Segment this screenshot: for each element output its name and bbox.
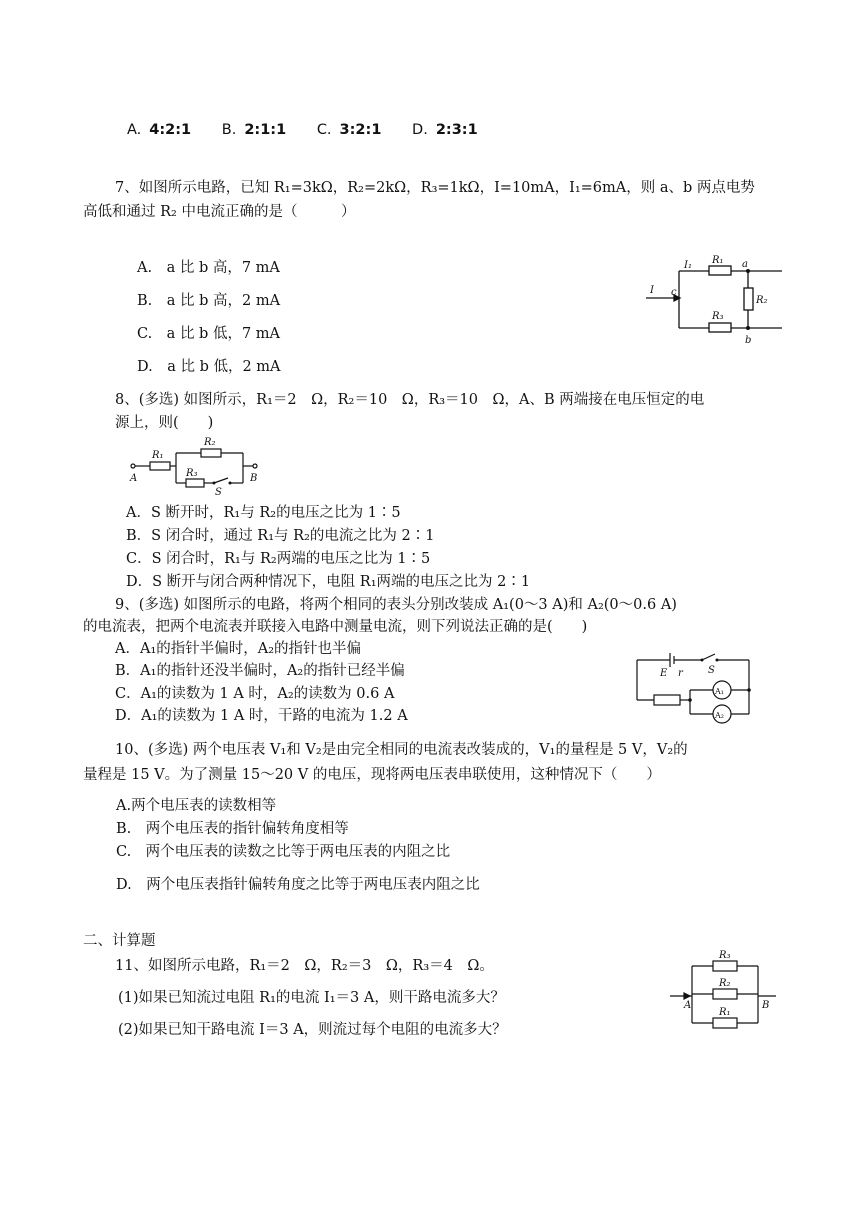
q8-stem-line1: 8、(多选) 如图所示，R₁＝2 Ω，R₂＝10 Ω，R₃＝10 Ω，A、B 两端接在电压恒定的电 [115, 392, 705, 408]
q6-option-b: B. 2:1:1 [221, 122, 287, 138]
q8-stem-line2: 源上，则( ) [115, 415, 214, 431]
q8-fig-label-s: S [215, 487, 222, 498]
q8-circuit-diagram [128, 433, 268, 498]
q9-option-c: C．A₁的读数为 1 A 时，A₂的读数为 0.6 A [115, 686, 395, 702]
q9-option-b: B．A₁的指针还没半偏时，A₂的指针已经半偏 [115, 663, 405, 679]
q7-option-b: B. a 比 b 高，2 mA [137, 293, 281, 309]
q8-option-c: C．S 闭合时，R₁与 R₂两端的电压之比为 1∶5 [126, 551, 431, 567]
q7-fig-label-i1: I₁ [684, 260, 692, 271]
q6-option-a: A. 4:2:1 [127, 122, 192, 138]
q8-option-d: D．S 断开与闭合两种情况下，电阻 R₁两端的电压之比为 2∶1 [126, 574, 531, 590]
q11-sub2: (2)如果已知干路电流 I＝3 A，则流过每个电阻的电流多大？ [118, 1022, 507, 1038]
q8-fig-label-r2: R₂ [204, 437, 216, 448]
q11-fig-label-a: A [684, 1000, 692, 1011]
q7-option-a: A. a 比 b 高，7 mA [137, 260, 280, 276]
q11-stem: 11、如图所示电路，R₁＝2 Ω，R₂＝3 Ω，R₃＝4 Ω。 [115, 958, 494, 974]
q8-option-a: A．S 断开时，R₁与 R₂的电压之比为 1∶5 [126, 505, 401, 521]
q7-fig-label-r1: R₁ [712, 255, 724, 266]
q7-stem-line1: 7、如图所示电路，已知 R₁=3kΩ，R₂=2kΩ，R₃=1kΩ，I=10mA，I₁=6mA，则 a、b 两点电势 [115, 180, 755, 196]
section-title-calculation: 二、计算题 [83, 933, 156, 949]
q7-fig-label-i: I [650, 285, 654, 296]
q7-circuit-diagram [644, 255, 784, 345]
q8-fig-label-b: B [250, 473, 258, 484]
q9-fig-label-e: E [660, 668, 668, 679]
q9-option-a: A．A₁的指针半偏时，A₂的指针也半偏 [115, 641, 362, 657]
q10-option-a: A.两个电压表的读数相等 [116, 798, 277, 814]
q7-fig-label-a: a [742, 259, 748, 270]
q6-option-d: D. 2:3:1 [412, 122, 478, 138]
q9-option-d: D．A₁的读数为 1 A 时，干路的电流为 1.2 A [115, 708, 408, 724]
q9-fig-label-a2: A₂ [715, 711, 724, 720]
q9-circuit-diagram [632, 648, 762, 728]
q9-fig-label-a1: A₁ [715, 687, 724, 696]
q10-option-d: D. 两个电压表指针偏转角度之比等于两电压表内阻之比 [116, 877, 480, 893]
q9-stem-line1: 9、(多选) 如图所示的电路，将两个相同的表头分别改装成 A₁(0～3 A)和 A₂(0～0.6 A) [115, 597, 677, 613]
q10-option-b: B. 两个电压表的指针偏转角度相等 [116, 821, 349, 837]
q11-circuit-diagram [668, 952, 783, 1027]
q8-fig-label-a: A [130, 473, 138, 484]
q7-stem-line2: 高低和通过 R₂ 中电流正确的是（ ） [83, 204, 356, 220]
q10-stem-line2: 量程是 15 V。为了测量 15～20 V 的电压，现将两电压表串联使用，这种情况下（ ） [83, 767, 661, 783]
q9-fig-label-s: S [708, 665, 715, 676]
q9-fig-label-r: r [678, 668, 683, 679]
q7-option-d: D. a 比 b 低，2 mA [137, 359, 281, 375]
q7-option-c: C. a 比 b 低，7 mA [137, 326, 280, 342]
q10-stem-line1: 10、(多选) 两个电压表 V₁和 V₂是由完全相同的电流表改装成的，V₁的量程是 5 V，V₂的 [115, 742, 688, 758]
q11-fig-label-r3: R₃ [719, 950, 731, 961]
q9-stem-line2: 的电流表，把两个电流表并联接入电路中测量电流，则下列说法正确的是( ) [83, 619, 588, 635]
q7-fig-label-b: b [745, 335, 752, 346]
q11-fig-label-r2: R₂ [719, 978, 731, 989]
q7-fig-label-r3: R₃ [712, 311, 724, 322]
q6-options [127, 120, 504, 140]
q10-option-c: C. 两个电压表的读数之比等于两电压表的内阻之比 [116, 844, 451, 860]
q8-fig-label-r1: R₁ [152, 450, 164, 461]
q11-fig-label-r1: R₁ [719, 1007, 731, 1018]
q8-fig-label-r3: R₃ [186, 468, 198, 479]
q6-option-c: C. 3:2:1 [316, 122, 382, 138]
q7-fig-label-c: c [671, 287, 677, 298]
q11-fig-label-b: B [762, 1000, 770, 1011]
q11-sub1: (1)如果已知流过电阻 R₁的电流 I₁＝3 A，则干路电流多大？ [118, 990, 505, 1006]
q7-fig-label-r2: R₂ [756, 295, 768, 306]
q8-option-b: B．S 闭合时，通过 R₁与 R₂的电流之比为 2∶1 [126, 528, 435, 544]
